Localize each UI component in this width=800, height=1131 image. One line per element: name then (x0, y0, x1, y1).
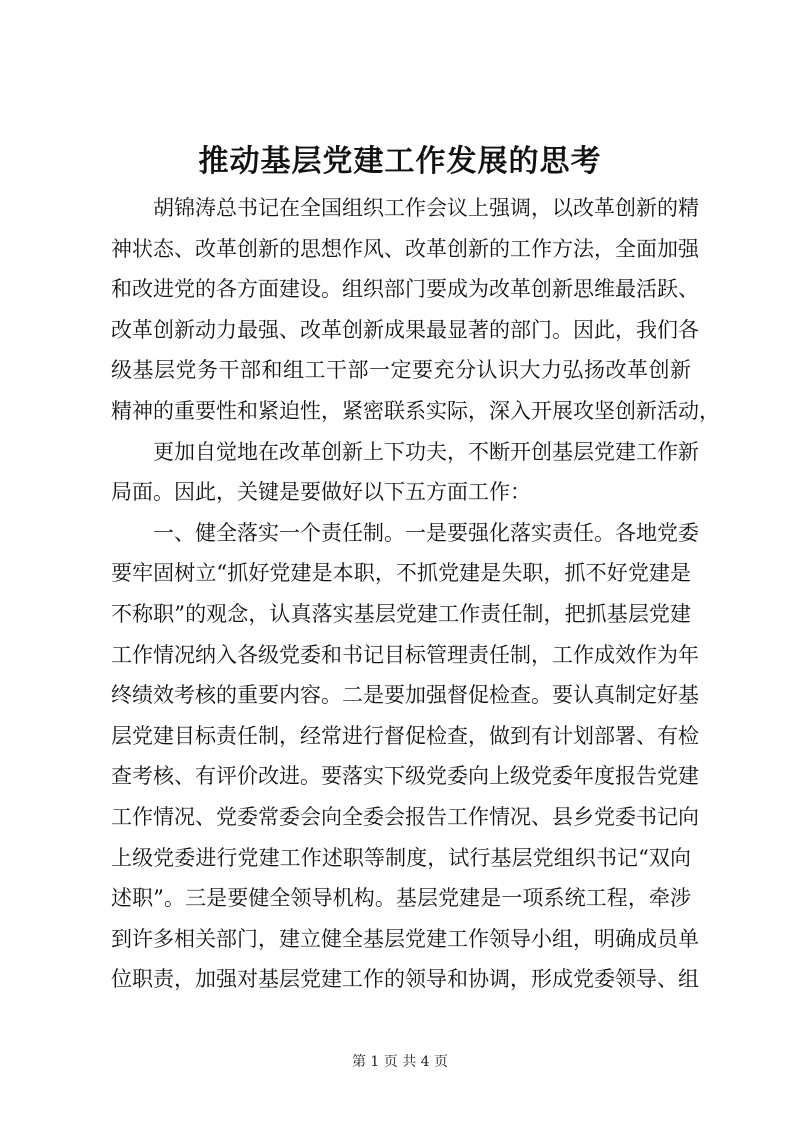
body-line: 一、健全落实一个责任制。一是要强化落实责任。各地党委 (153, 520, 699, 545)
body-line: 级基层党务干部和组工干部一定要充分认识大力弘扬改革创新 (111, 358, 691, 383)
body-line: 和改进党的各方面建设。组织部门要成为改革创新思维最活跃、 (111, 277, 699, 302)
body-line: 位职责，加强对基层党建工作的领导和协调，形成党委领导、组 (111, 967, 699, 992)
body-line: 工作情况纳入各级党委和书记目标管理责任制，工作成效作为年 (111, 642, 699, 667)
body-line: 到许多相关部门，建立健全基层党建工作领导小组，明确成员单 (111, 926, 699, 951)
body-line: 胡锦涛总书记在全国组织工作会议上强调，以改革创新的精 (153, 196, 699, 220)
body-line: 更加自觉地在改革创新上下功夫，不断开创基层党建工作新 (153, 439, 699, 464)
document-title: 推动基层党建工作发展的思考 (198, 144, 602, 179)
body-line: 上级党委进行党建工作述职等制度，试行基层党组织书记“双向 (111, 845, 691, 870)
page-number-footer: 第 1 页 共 4 页 (351, 1054, 449, 1070)
body-line: 要牢固树立“抓好党建是本职，不抓党建是失职，抓不好党建是 (111, 561, 691, 586)
body-line: 精神的重要性和紧迫性，紧密联系实际，深入开展攻坚创新活动， (111, 398, 720, 423)
body-line: 神状态、改革创新的思想作风、改革创新的工作方法，全面加强 (111, 236, 699, 261)
body-line: 终绩效考核的重要内容。二是要加强督促检查。要认真制定好基 (111, 683, 699, 708)
body-line: 局面。因此，关键是要做好以下五方面工作： (111, 480, 531, 505)
body-line: 改革创新动力最强、改革创新成果最显著的部门。因此，我们各 (111, 317, 699, 342)
document-body (111, 188, 720, 1000)
body-line: 述职”。三是要健全领导机构。基层党建是一项系统工程，牵涉 (111, 886, 691, 911)
body-line: 工作情况、党委常委会向全委会报告工作情况、县乡党委书记向 (111, 804, 699, 829)
body-line: 查考核、有评价改进。要落实下级党委向上级党委年度报告党建 (111, 764, 699, 789)
body-line: 不称职”的观念，认真落实基层党建工作责任制，把抓基层党建 (111, 601, 691, 626)
body-line: 层党建目标责任制，经常进行督促检查，做到有计划部署、有检 (111, 723, 699, 748)
